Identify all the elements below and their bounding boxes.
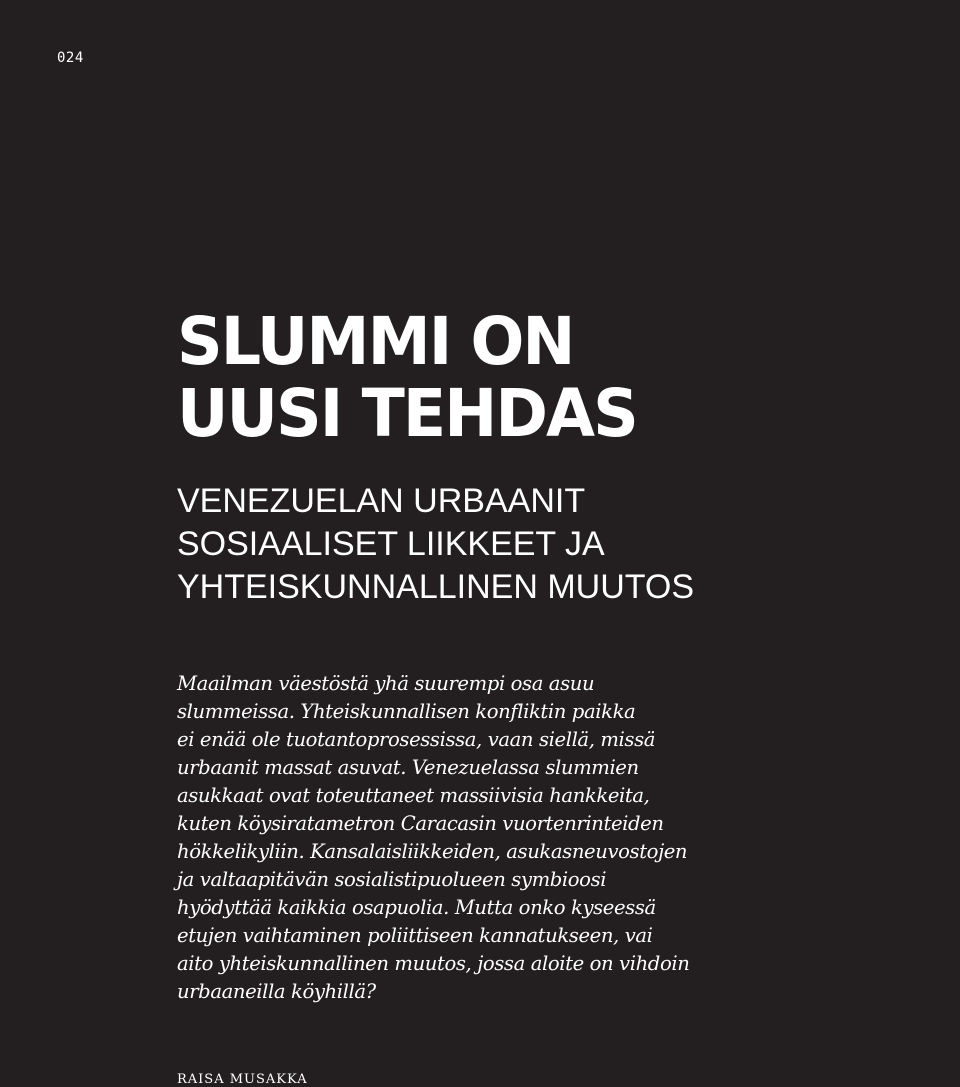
article-title xyxy=(177,303,637,452)
title-line: UUSI TEHDAS xyxy=(177,375,637,452)
title-line: SLUMMI ON xyxy=(177,303,574,380)
subtitle-line: VENEZUELAN URBAANIT xyxy=(177,482,586,520)
article-subtitle xyxy=(177,480,694,609)
subtitle-line: SOSIAALISET LIIKKEET JA xyxy=(177,525,605,563)
author-byline: RAISA MUSAKKA xyxy=(177,1072,308,1087)
page-number: 024 xyxy=(57,50,84,66)
lead-line: urbaaneilla köyhillä? xyxy=(177,980,376,1003)
lead-line: asukkaat ovat toteuttaneet massiivisia hankkeita, xyxy=(177,784,650,807)
lead-line: hyödyttää kaikkia osapuolia. Mutta onko kyseessä xyxy=(177,896,656,919)
lead-line: hökkelikyliin. Kansalaisliikkeiden, asukasneuvostojen xyxy=(177,840,688,863)
lead-line: aito yhteiskunnallinen muutos, jossa aloite on vihdoin xyxy=(177,952,690,975)
lead-line: ei enää ole tuotantoprosessissa, vaan siellä, missä xyxy=(177,728,656,751)
lead-line: kuten köysiratametron Caracasin vuortenrinteiden xyxy=(177,812,664,835)
subtitle-line: YHTEISKUNNALLINEN MUUTOS xyxy=(177,568,695,606)
lead-line: slummeissa. Yhteiskunnallisen konfliktin paikka xyxy=(177,700,636,723)
lead-line: ja valtaapitävän sosialistipuolueen symbioosi xyxy=(177,868,607,891)
lead-line: urbaanit massat asuvat. Venezuelassa slummien xyxy=(177,756,639,779)
lead-line: Maailman väestöstä yhä suurempi osa asuu xyxy=(177,672,595,695)
lead-line: etujen vaihtaminen poliittiseen kannatukseen, vai xyxy=(177,924,653,947)
article-lead xyxy=(177,670,689,1006)
